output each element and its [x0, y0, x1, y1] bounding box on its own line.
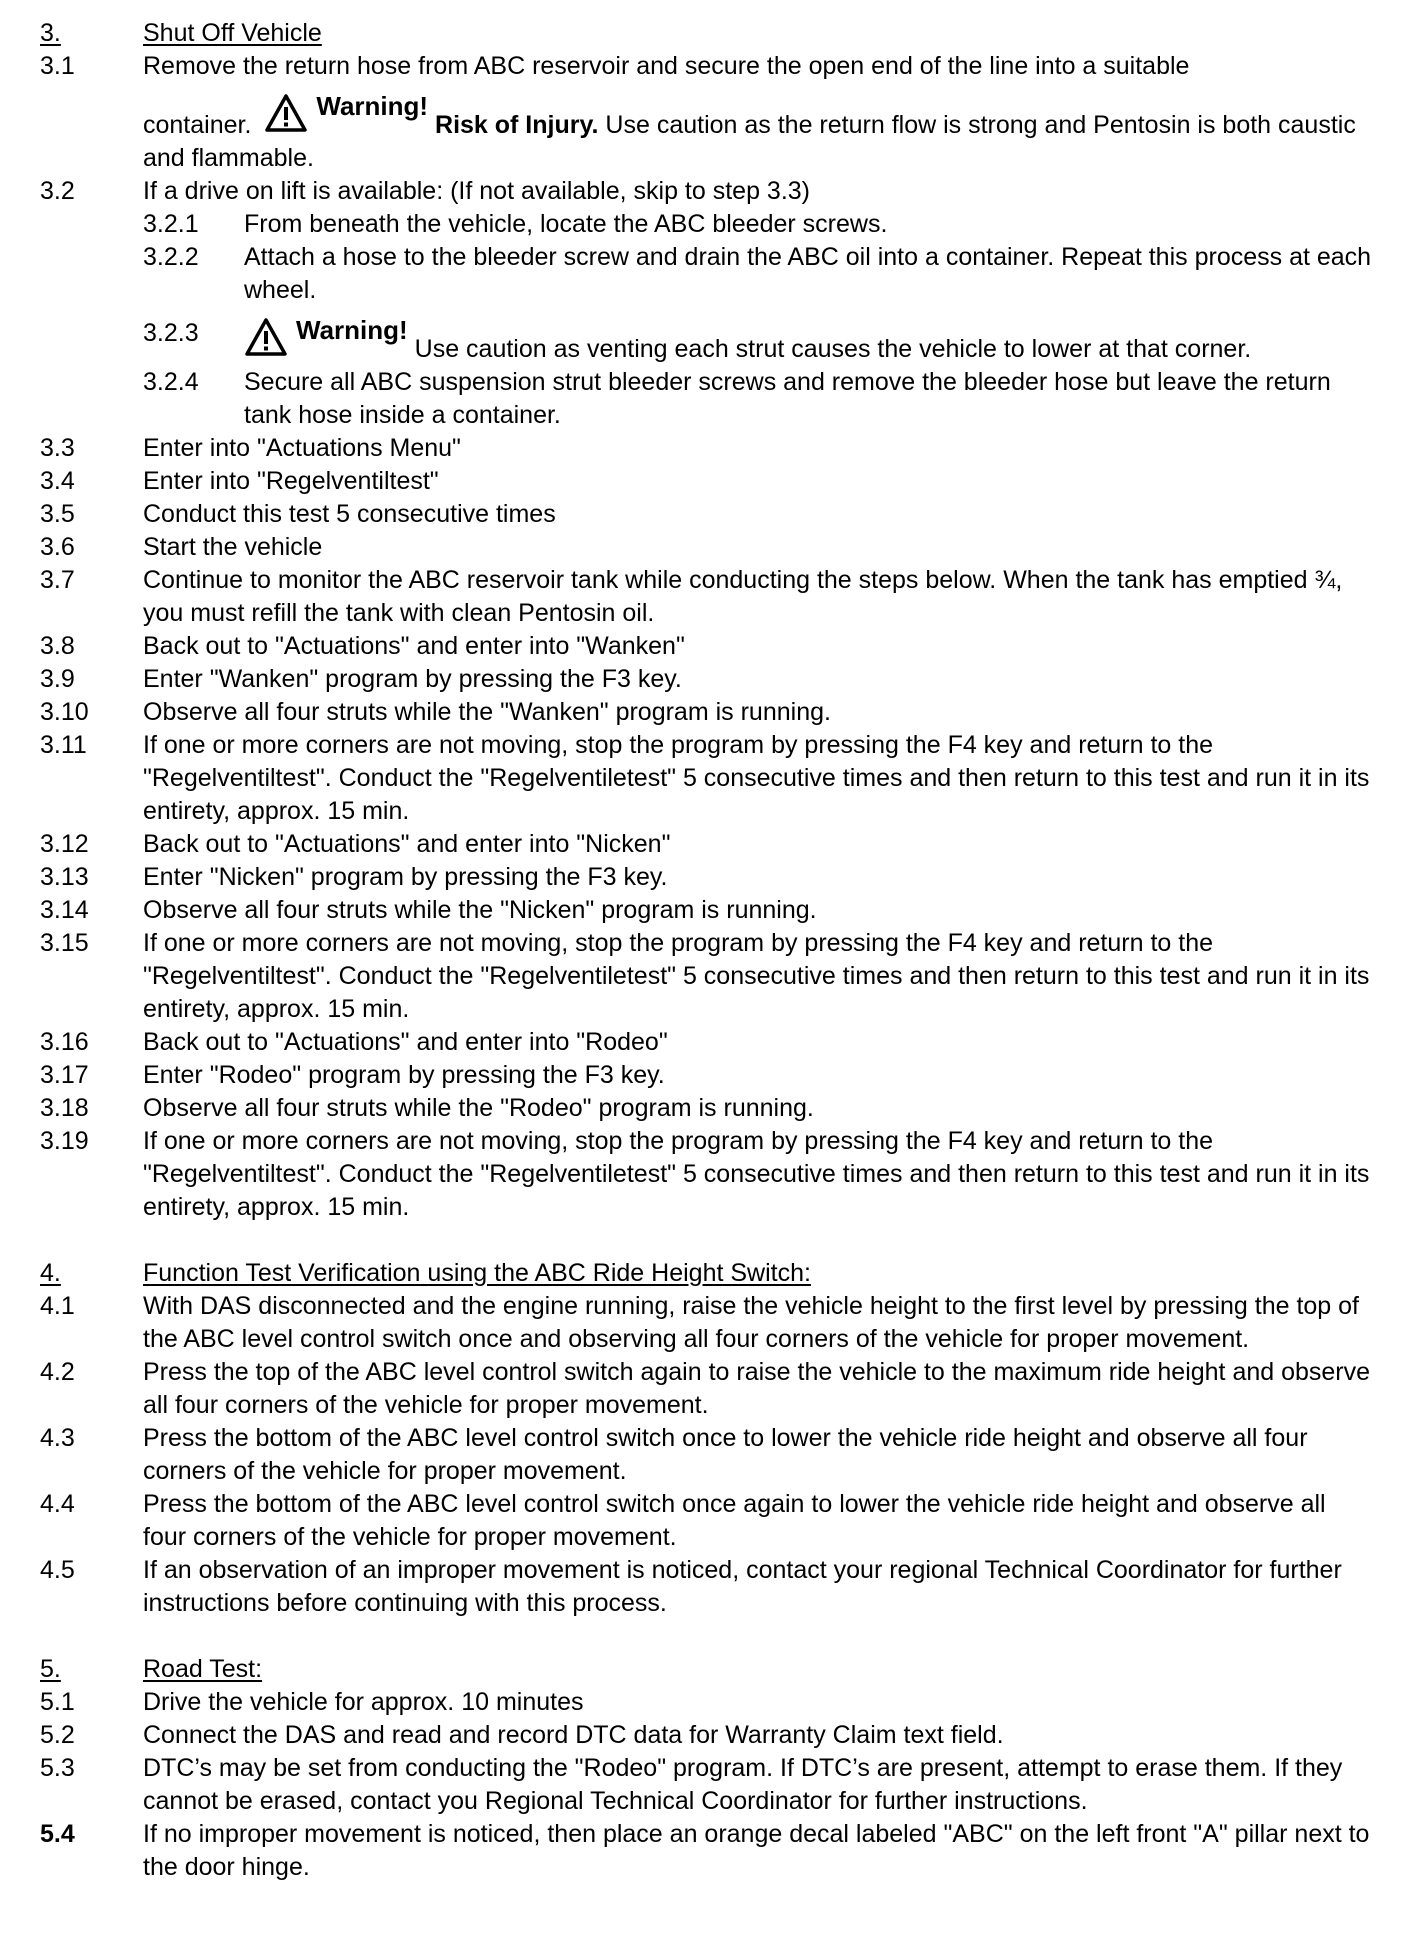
- step-number: 3.8: [40, 632, 75, 660]
- step-text: Conduct this test 5 consecutive times: [143, 500, 556, 528]
- step: [40, 1422, 1372, 1488]
- substep-text: Attach a hose to the bleeder screw and drain the ABC oil into a container. Repeat this process at each wheel.: [244, 243, 1372, 304]
- step: [40, 630, 1372, 663]
- step: [40, 1026, 1372, 1059]
- step-number: 3.13: [40, 863, 89, 891]
- step-text: If one or more corners are not moving, stop the program by pressing the F4 key and return to the "Regelventiltest". Conduct the "Regelventiletest" 5 consecutive times and then return to this test and run it in its entirety, approx. 15 min.: [143, 731, 1370, 825]
- step-number: 4.2: [40, 1358, 75, 1386]
- step-text: If an observation of an improper movement is noticed, contact your regional Technical Coordinator for further instructions before continuing with this process.: [143, 1556, 1342, 1617]
- risk-label: Risk of Injury.: [435, 111, 599, 139]
- step-number: 5.4: [40, 1820, 75, 1848]
- step-number: 3.11: [40, 731, 87, 759]
- step-text: Enter "Wanken" program by pressing the F3 key.: [143, 665, 682, 693]
- step: [40, 1092, 1372, 1125]
- section-title: Road Test:: [143, 1655, 263, 1683]
- step-text: Observe all four struts while the "Wanken" program is running.: [143, 698, 831, 726]
- step-number: 3.18: [40, 1094, 89, 1122]
- section-title: Shut Off Vehicle: [143, 19, 322, 47]
- step: [40, 663, 1372, 696]
- step-text: If one or more corners are not moving, stop the program by pressing the F4 key and return to the "Regelventiltest". Conduct the "Regelventiletest" 5 consecutive times and then return to this test and run it in its entirety, approx. 15 min.: [143, 1127, 1370, 1221]
- warning-triangle-icon: [244, 317, 288, 357]
- step: [40, 1554, 1372, 1620]
- step-text: Back out to "Actuations" and enter into "Nicken": [143, 830, 671, 858]
- step-text: Back out to "Actuations" and enter into "Rodeo": [143, 1028, 668, 1056]
- step-text: Back out to "Actuations" and enter into "Wanken": [143, 632, 685, 660]
- substep: [40, 366, 1372, 432]
- step-text-rest: Use caution as the return flow is strong and Pentosin is both caustic and flammable.: [143, 111, 1356, 172]
- section-number: 5.: [40, 1655, 61, 1683]
- step-number: 4.3: [40, 1424, 75, 1452]
- step-text: With DAS disconnected and the engine running, raise the vehicle height to the first level by pressing the top of the ABC level control switch once and observing all four corners of the vehicle for proper movement.: [143, 1292, 1360, 1353]
- step-text: Press the top of the ABC level control switch again to raise the vehicle to the maximum ride height and observe all four corners of the vehicle for proper movement.: [143, 1358, 1371, 1419]
- section-title: Function Test Verification using the ABC Ride Height Switch:: [143, 1259, 811, 1287]
- substep: [40, 208, 1372, 241]
- step: [40, 1818, 1372, 1884]
- step: [40, 1488, 1372, 1554]
- step-number: 3.4: [40, 467, 75, 495]
- step-text: Enter into "Regelventiltest": [143, 467, 439, 495]
- step-number: 3.14: [40, 896, 89, 924]
- step-number: 4.1: [40, 1292, 75, 1320]
- step-number: 5.2: [40, 1721, 75, 1749]
- step-text: Enter "Rodeo" program by pressing the F3 key.: [143, 1061, 665, 1089]
- step-number: 3.2: [40, 177, 75, 205]
- section-3-heading: [40, 17, 1372, 50]
- step-text: Connect the DAS and read and record DTC data for Warranty Claim text field.: [143, 1721, 1004, 1749]
- step: [40, 465, 1372, 498]
- step: [40, 432, 1372, 465]
- step: [40, 1686, 1372, 1719]
- step-number: 5.3: [40, 1754, 75, 1782]
- step: [40, 1290, 1372, 1356]
- step-number: 5.1: [40, 1688, 75, 1716]
- substep-text: Secure all ABC suspension strut bleeder screws and remove the bleeder hose but leave the return tank hose inside a container.: [244, 368, 1331, 429]
- step: [40, 1125, 1372, 1224]
- step-text: Enter "Nicken" program by pressing the F3 key.: [143, 863, 668, 891]
- step: [40, 696, 1372, 729]
- step: [40, 927, 1372, 1026]
- step-text: Observe all four struts while the "Rodeo" program is running.: [143, 1094, 814, 1122]
- substep-number: 3.2.1: [143, 210, 199, 238]
- step: [40, 1719, 1372, 1752]
- step-number: 3.1: [40, 52, 75, 80]
- step-text: If no improper movement is noticed, then place an orange decal labeled "ABC" on the left front "A" pillar next to the door hinge.: [143, 1820, 1370, 1881]
- substep-warning: [40, 317, 1372, 366]
- step-number: 3.12: [40, 830, 89, 858]
- step-text: If a drive on lift is available: (If not available, skip to step 3.3): [143, 177, 811, 205]
- substep-number: 3.2.4: [143, 368, 199, 396]
- section-number: 4.: [40, 1259, 61, 1287]
- section-number: 3.: [40, 19, 61, 47]
- step: [40, 861, 1372, 894]
- warning-triangle-icon: [264, 93, 308, 133]
- step-number: 3.6: [40, 533, 75, 561]
- step-text: Start the vehicle: [143, 533, 323, 561]
- step: [40, 828, 1372, 861]
- step-3-2: [40, 175, 1372, 208]
- step-number: 4.4: [40, 1490, 75, 1518]
- section-4-heading: [40, 1257, 1372, 1290]
- step-number: 3.9: [40, 665, 75, 693]
- step-number: 3.17: [40, 1061, 89, 1089]
- step: [40, 564, 1372, 630]
- step-text: Observe all four struts while the "Nicken" program is running.: [143, 896, 817, 924]
- step-text: DTC’s may be set from conducting the "Rodeo" program. If DTC’s are present, attempt to erase them. If they cannot be erased, contact you Regional Technical Coordinator for further instructions.: [143, 1754, 1343, 1815]
- step: [40, 894, 1372, 927]
- step-text: Press the bottom of the ABC level control switch once again to lower the vehicle ride height and observe all four corners of the vehicle for proper movement.: [143, 1490, 1326, 1551]
- step-number: 3.10: [40, 698, 89, 726]
- step-text: If one or more corners are not moving, stop the program by pressing the F4 key and return to the "Regelventiltest". Conduct the "Regelventiletest" 5 consecutive times and then return to this test and run it in its entirety, approx. 15 min.: [143, 929, 1370, 1023]
- step-number: 4.5: [40, 1556, 75, 1584]
- substep-text: From beneath the vehicle, locate the ABC bleeder screws.: [244, 210, 888, 238]
- step: [40, 498, 1372, 531]
- warning-label: Warning!: [316, 91, 429, 121]
- section-5-heading: [40, 1653, 1372, 1686]
- step: [40, 1356, 1372, 1422]
- step-text-lead: container.: [143, 111, 252, 139]
- step: [40, 531, 1372, 564]
- step-3-1: [40, 50, 1372, 175]
- step-text: Remove the return hose from ABC reservoir and secure the open end of the line into a suitable: [143, 52, 1190, 80]
- warning-label: Warning!: [296, 315, 408, 345]
- step-text: Drive the vehicle for approx. 10 minutes: [143, 1688, 584, 1716]
- step-number: 3.19: [40, 1127, 89, 1155]
- step-number: 3.7: [40, 566, 75, 594]
- step-text: Enter into "Actuations Menu": [143, 434, 461, 462]
- step-number: 3.15: [40, 929, 89, 957]
- step-text: Press the bottom of the ABC level control switch once to lower the vehicle ride height and observe all four corners of the vehicle for proper movement.: [143, 1424, 1308, 1485]
- step-number: 3.5: [40, 500, 75, 528]
- substep: [40, 241, 1372, 307]
- step: [40, 1752, 1372, 1818]
- substep-number: 3.2.2: [143, 243, 199, 271]
- step: [40, 1059, 1372, 1092]
- step-text: Continue to monitor the ABC reservoir tank while conducting the steps below. When the tank has emptied ¾, you must refill the tank with clean Pentosin oil.: [143, 566, 1343, 627]
- substep-number: 3.2.3: [143, 319, 199, 347]
- step: [40, 729, 1372, 828]
- substep-text: Use caution as venting each strut causes the vehicle to lower at that corner.: [414, 335, 1252, 363]
- step-number: 3.3: [40, 434, 75, 462]
- step-number: 3.16: [40, 1028, 89, 1056]
